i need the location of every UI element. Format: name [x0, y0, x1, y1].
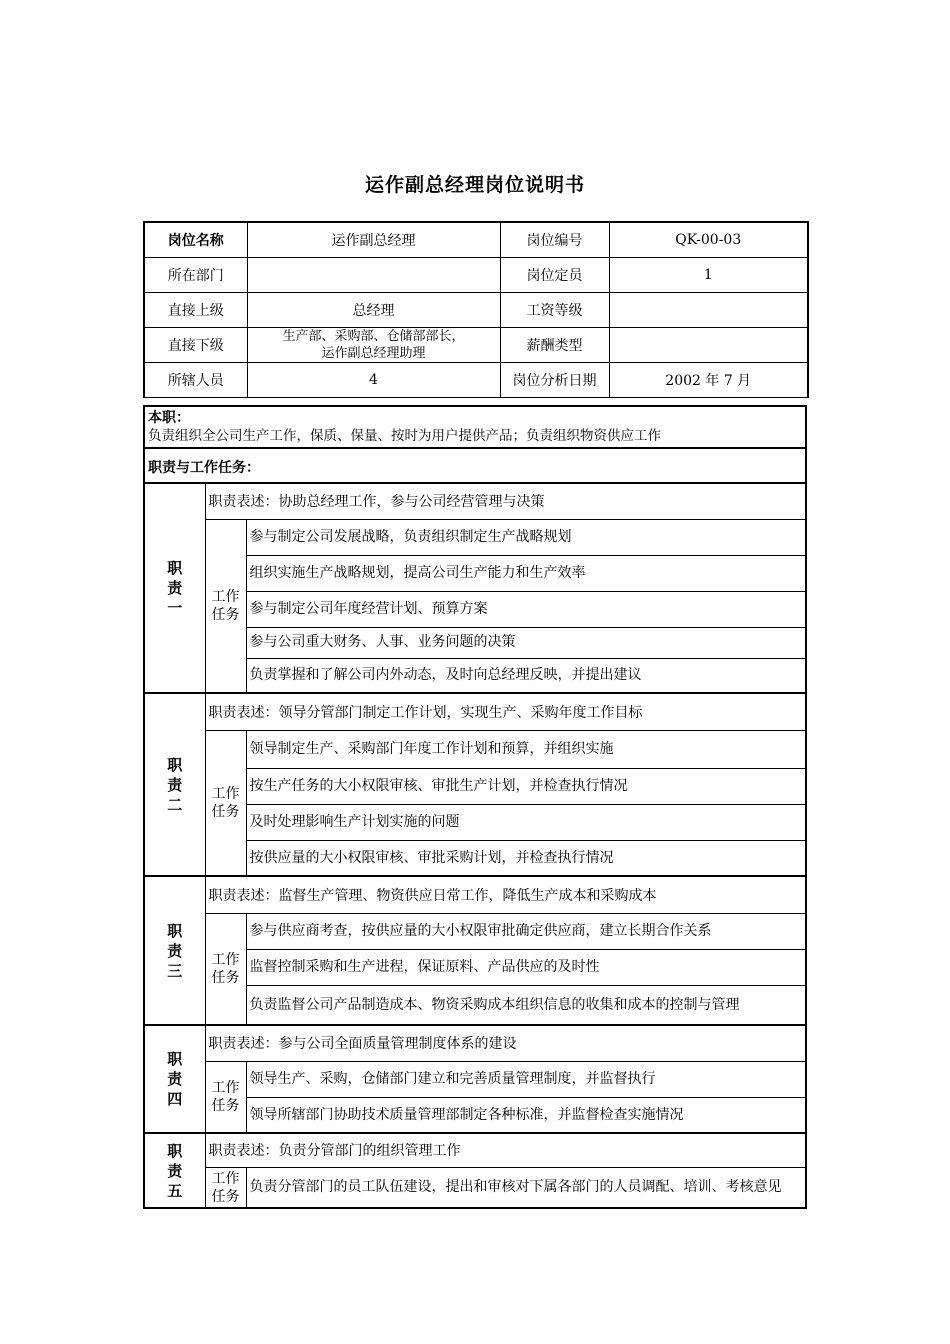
subordinates-line-1: 生产部、采购部、仓储部部长，: [282, 328, 465, 344]
task-item: 参与制定公司年度经营计划、预算方案: [246, 591, 806, 627]
value-analysis-date: 2002 年 7 月: [609, 362, 808, 397]
duty-section-3: [143, 875, 807, 1026]
task-label: 工作 任务: [205, 519, 246, 693]
duty-statement: 职责表述：协助总经理工作，参与公司经营管理与决策: [205, 483, 806, 519]
task-item: 领导所辖部门协助技术质量管理部制定各种标准，并监督检查实施情况: [246, 1097, 806, 1133]
task-item: 负责掌握和了解公司内外动态，及时向总经理反映，并提出建议: [246, 658, 806, 693]
duty-name-1: 职 责 一: [144, 483, 205, 693]
duty-name-4: 职 责 四: [144, 1025, 205, 1133]
value-department: [247, 257, 500, 292]
duty-statement: 职责表述：领导分管部门制定工作计划，实现生产、采购年度工作目标: [205, 693, 806, 730]
duty-section-2: [143, 692, 807, 877]
table-bottom-border: [143, 1207, 807, 1209]
duty-section-5: [143, 1132, 807, 1209]
value-pay-type: [609, 327, 808, 362]
table-row: [144, 362, 808, 397]
value-position-name: 运作副总经理: [247, 222, 500, 257]
value-staff-count: 4: [247, 362, 500, 397]
task-item: 领导制定生产、采购部门年度工作计划和预算，并组织实施: [246, 730, 806, 768]
subordinates-line-2: 运作副总经理助理: [321, 345, 426, 361]
label-analysis-date: 岗位分析日期: [500, 362, 609, 397]
value-direct-subordinates: [247, 327, 500, 362]
task-item: 负责监督公司产品制造成本、物资采购成本组织信息的收集和成本的控制与管理: [246, 985, 806, 1025]
duty-statement: 职责表述：监督生产管理、物资供应日常工作，降低生产成本和采购成本: [205, 876, 806, 913]
label-salary-grade: 工资等级: [500, 292, 609, 327]
duty-name-3: 职 责 三: [144, 876, 205, 1025]
duty-statement: 职责表述：负责分管部门的组织管理工作: [205, 1133, 806, 1167]
duties-label: 职责与工作任务：: [148, 460, 260, 476]
value-position-code: QK-00-03: [609, 222, 808, 257]
label-direct-superior: 直接上级: [144, 292, 247, 327]
label-position-code: 岗位编号: [500, 222, 609, 257]
value-headcount: 1: [609, 257, 808, 292]
duty-section-1: [143, 482, 807, 694]
label-department: 所在部门: [144, 257, 247, 292]
table-row: [144, 327, 808, 362]
value-direct-superior: 总经理: [247, 292, 500, 327]
label-staff-count: 所辖人员: [144, 362, 247, 397]
task-label: 工作 任务: [205, 1167, 246, 1208]
task-label: 工作 任务: [205, 1061, 246, 1133]
job-summary-label: 本职：: [148, 410, 190, 426]
task-item: 参与供应商考查，按供应量的大小权限审批确定供应商，建立长期合作关系: [246, 913, 806, 949]
duty-statement: 职责表述：参与公司全面质量管理制度体系的建设: [205, 1025, 806, 1061]
task-item: 参与公司重大财务、人事、业务问题的决策: [246, 627, 806, 658]
task-item: 监督控制采购和生产进程，保证原料、产品供应的及时性: [246, 949, 806, 985]
task-item: 负责分管部门的员工队伍建设，提出和审核对下属各部门的人员调配、培训、考核意见: [246, 1167, 806, 1208]
duty-name-2: 职 责 二: [144, 693, 205, 876]
task-item: 参与制定公司发展战略，负责组织制定生产战略规划: [246, 519, 806, 555]
job-summary: [143, 405, 807, 447]
task-label: 工作 任务: [205, 730, 246, 876]
duties-header: [143, 447, 807, 482]
job-summary-text: 负责组织全公司生产工作，保质、保量、按时为用户提供产品；负责组织物资供应工作: [148, 428, 661, 444]
label-position-name: 岗位名称: [144, 222, 247, 257]
document-title: 运作副总经理岗位说明书: [364, 174, 585, 196]
table-row: [144, 222, 808, 257]
duty-section-4: [143, 1024, 807, 1134]
task-item: 按生产任务的大小权限审核、审批生产计划，并检查执行情况: [246, 768, 806, 804]
table-row: [144, 292, 808, 327]
table-row: [144, 257, 808, 292]
label-direct-subordinates: 直接下级: [144, 327, 247, 362]
label-pay-type: 薪酬类型: [500, 327, 609, 362]
task-item: 及时处理影响生产计划实施的问题: [246, 804, 806, 840]
task-label: 工作 任务: [205, 913, 246, 1025]
duty-name-5: 职 责 五: [144, 1133, 205, 1208]
task-item: 按供应量的大小权限审核、审批采购计划，并检查执行情况: [246, 840, 806, 876]
position-info-table: [143, 221, 809, 398]
value-salary-grade: [609, 292, 808, 327]
label-headcount: 岗位定员: [500, 257, 609, 292]
task-item: 组织实施生产战略规划，提高公司生产能力和生产效率: [246, 555, 806, 591]
task-item: 领导生产、采购，仓储部门建立和完善质量管理制度，并监督执行: [246, 1061, 806, 1097]
